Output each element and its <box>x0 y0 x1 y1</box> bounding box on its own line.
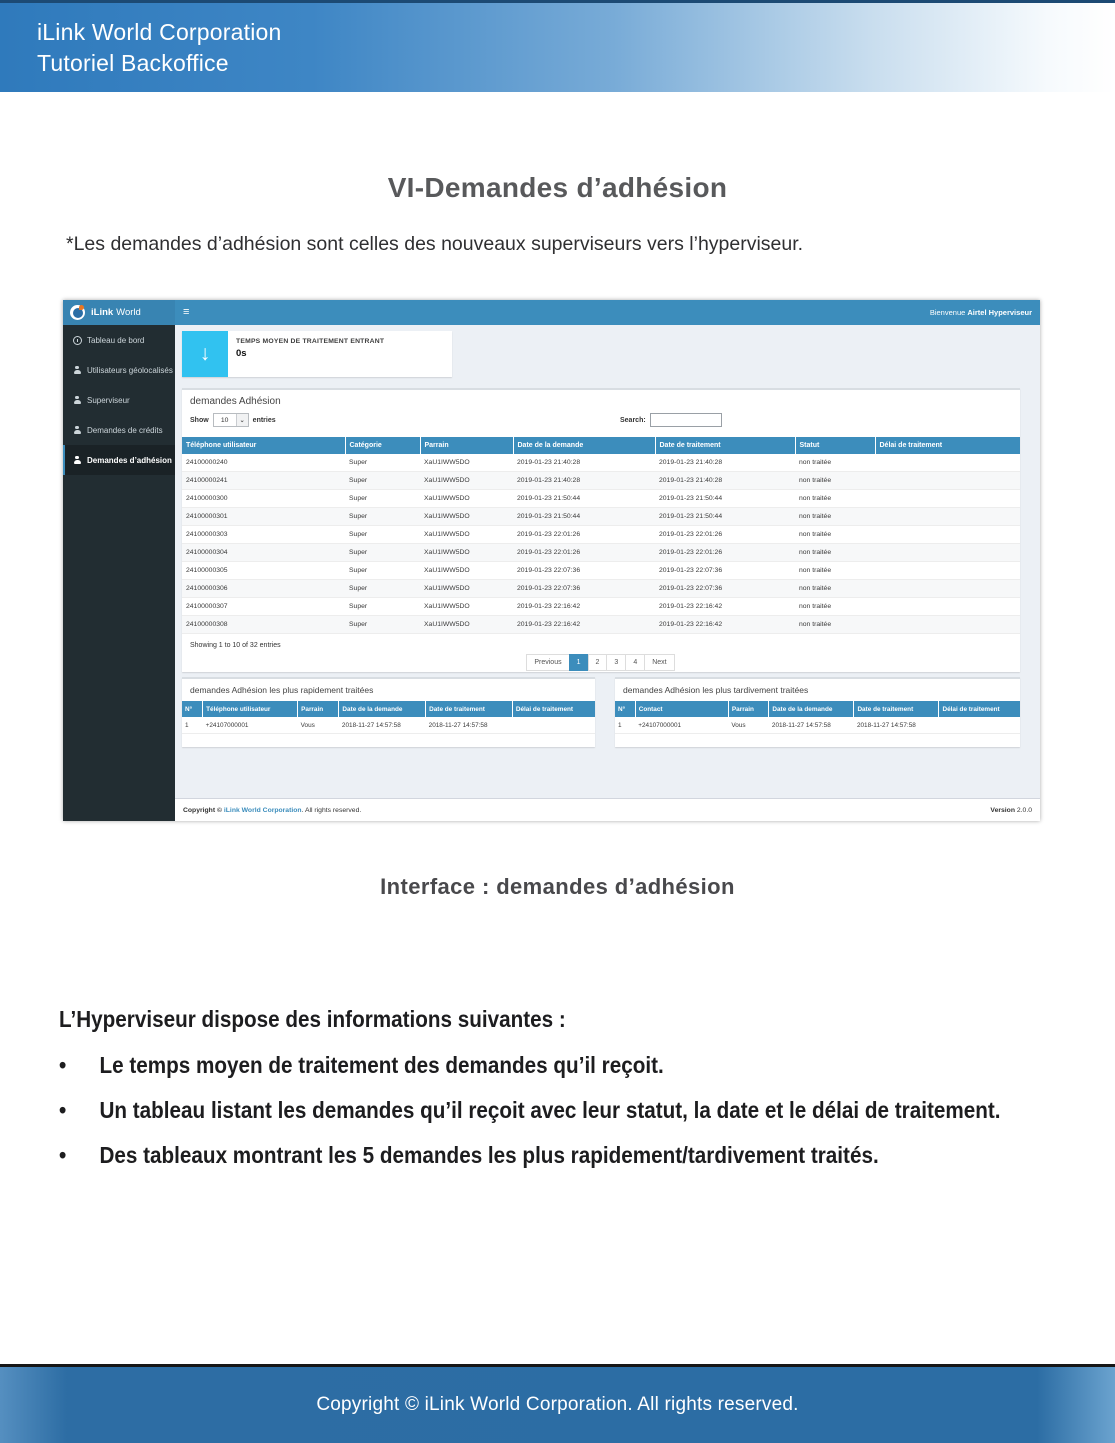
table-cell: XaU1IWW5DO <box>420 454 513 472</box>
panel-title: demandes Adhésion <box>190 396 281 407</box>
table-row <box>615 717 1020 734</box>
slowest-processed-panel <box>615 677 1020 747</box>
info-block <box>59 1004 1115 1185</box>
copyright-suffix: . All rights reserved. <box>301 806 362 814</box>
banner-company: iLink World Corporation <box>37 19 282 45</box>
table-cell: 2019-01-23 22:07:36 <box>513 562 655 580</box>
document-banner <box>0 0 1115 92</box>
show-label: Show <box>190 416 209 424</box>
screenshot-caption: Interface : demandes d’adhésion <box>380 874 735 899</box>
column-header: Date de traitement <box>655 437 795 454</box>
table-cell: Super <box>345 526 420 544</box>
table-cell: 2019-01-23 22:01:26 <box>513 526 655 544</box>
pagination-page-4[interactable]: 4 <box>625 654 645 671</box>
page-title: VI-Demandes d’adhésion <box>387 172 728 203</box>
info-intro: L’Hyperviseur dispose des informations suivantes : <box>59 1006 566 1032</box>
table-row <box>182 717 595 734</box>
fastest-table <box>182 701 595 734</box>
table-cell: 2019-01-23 21:50:44 <box>513 490 655 508</box>
pagination <box>182 654 1020 671</box>
table-cell: 2018-11-27 14:57:58 <box>426 717 513 734</box>
demandes-table <box>182 437 1020 634</box>
table-cell: 2018-11-27 14:57:58 <box>339 717 426 734</box>
table-cell: 2018-11-27 14:57:58 <box>769 717 854 734</box>
table-cell: XaU1IWW5DO <box>420 472 513 490</box>
users-icon <box>72 426 83 435</box>
table-cell <box>875 508 1020 526</box>
search-control <box>620 413 722 427</box>
fastest-processed-panel <box>182 677 595 747</box>
entries-label: entries <box>252 416 276 424</box>
column-header: Téléphone utilisateur <box>203 701 298 717</box>
welcome-message <box>930 300 1032 325</box>
bullet-icon <box>59 1095 99 1125</box>
table-cell: XaU1IWW5DO <box>420 580 513 598</box>
table-cell: XaU1IWW5DO <box>420 490 513 508</box>
table-cell: non traitée <box>795 454 875 472</box>
table-cell: Super <box>345 580 420 598</box>
app-content <box>175 325 1040 821</box>
brand-name-light: World <box>116 307 141 318</box>
page-length-select[interactable] <box>213 413 249 427</box>
table-cell: 2019-01-23 22:01:26 <box>655 544 795 562</box>
table-cell <box>875 616 1020 634</box>
app-brand[interactable] <box>63 300 175 325</box>
table-row <box>182 472 1020 490</box>
column-header: Délai de traitement <box>512 701 595 717</box>
table-cell <box>875 580 1020 598</box>
search-input[interactable] <box>650 413 722 427</box>
table-cell: 2019-01-23 22:16:42 <box>513 598 655 616</box>
table-cell: non traitée <box>795 508 875 526</box>
table-cell: 2019-01-23 21:40:28 <box>655 454 795 472</box>
table-cell: 2019-01-23 21:50:44 <box>655 490 795 508</box>
table-cell: 24100000307 <box>182 598 345 616</box>
users-icon <box>72 366 83 375</box>
bullet-text: Un tableau listant les demandes qu’il reçoit avec leur statut, la date et le délai de traitement. <box>99 1097 1001 1123</box>
column-header: Parrain <box>728 701 769 717</box>
table-row <box>182 508 1020 526</box>
pagination-page-3[interactable]: 3 <box>606 654 626 671</box>
table-row <box>182 454 1020 472</box>
table-cell <box>875 544 1020 562</box>
table-cell: 2019-01-23 22:07:36 <box>655 562 795 580</box>
app-sidebar <box>63 325 175 821</box>
hamburger-menu-icon[interactable]: ≡ <box>183 306 190 318</box>
column-header: Catégorie <box>345 437 420 454</box>
table-cell: 2019-01-23 22:16:42 <box>513 616 655 634</box>
sidebar-item-demandes-adhesion[interactable] <box>63 445 175 475</box>
table-cell: +24107000001 <box>635 717 728 734</box>
table-cell: 2019-01-23 21:40:28 <box>655 472 795 490</box>
bullet-icon <box>59 1050 99 1080</box>
stat-card-temps-moyen <box>182 331 452 377</box>
table-cell: Super <box>345 562 420 580</box>
sidebar-item-demandes-de-credits[interactable] <box>63 415 175 445</box>
table-cell: Super <box>345 616 420 634</box>
table-cell: 24100000303 <box>182 526 345 544</box>
column-header: Contact <box>635 701 728 717</box>
welcome-prefix: Bienvenue <box>929 308 968 317</box>
document-footer <box>0 1364 1115 1443</box>
table-cell: 2019-01-23 22:01:26 <box>655 526 795 544</box>
pagination-page-1[interactable]: 1 <box>569 654 589 671</box>
stat-card-title: TEMPS MOYEN DE TRAITEMENT ENTRANT <box>236 338 385 345</box>
table-cell: non traitée <box>795 598 875 616</box>
table-row <box>182 526 1020 544</box>
table-cell <box>875 562 1020 580</box>
table-cell: Vous <box>728 717 769 734</box>
search-label: Search: <box>620 416 646 424</box>
banner-subtitle: Tutoriel Backoffice <box>37 50 229 76</box>
bullet-text: Des tableaux montrant les 5 demandes les plus rapidement/tardivement traités. <box>99 1142 879 1168</box>
table-cell: 1 <box>615 717 635 734</box>
table-cell: non traitée <box>795 580 875 598</box>
table-cell <box>939 717 1020 734</box>
table-cell: 24100000305 <box>182 562 345 580</box>
users-icon <box>72 456 83 465</box>
table-cell <box>875 490 1020 508</box>
pagination-page-2[interactable]: 2 <box>588 654 608 671</box>
version-value: 2.0.0 <box>1014 806 1032 814</box>
table-header-row <box>182 701 595 717</box>
column-header: N° <box>182 701 203 717</box>
table-cell: 2019-01-23 21:40:28 <box>513 472 655 490</box>
panel-title: demandes Adhésion les plus tardivement traitées <box>623 685 809 695</box>
table-cell: Vous <box>298 717 339 734</box>
table-row <box>182 490 1020 508</box>
demandes-adhesion-panel <box>182 388 1020 672</box>
table-cell: 2019-01-23 22:01:26 <box>513 544 655 562</box>
sidebar-item-utilisateurs-geolocalises[interactable] <box>63 355 175 385</box>
table-row <box>182 598 1020 616</box>
column-header: Délai de traitement <box>875 437 1020 454</box>
table-cell: 2019-01-23 21:40:28 <box>513 454 655 472</box>
table-cell: non traitée <box>795 562 875 580</box>
sidebar-item-label: Utilisateurs géolocalisés <box>87 365 173 375</box>
table-cell: +24107000001 <box>203 717 298 734</box>
info-bullet-1 <box>59 1050 1115 1080</box>
info-bullet-3 <box>59 1140 1115 1170</box>
version-label: Version <box>990 806 1015 814</box>
sidebar-item-label: Demandes de crédits <box>87 425 163 435</box>
table-cell: non traitée <box>795 472 875 490</box>
table-cell <box>875 454 1020 472</box>
column-header: Parrain <box>298 701 339 717</box>
table-cell <box>875 598 1020 616</box>
bullet-text: Le temps moyen de traitement des demandes qu’il reçoit. <box>99 1052 664 1078</box>
table-row <box>182 544 1020 562</box>
sidebar-item-label: Demandes d’adhésion <box>87 455 172 465</box>
table-cell: XaU1IWW5DO <box>420 598 513 616</box>
table-cell: Super <box>345 598 420 616</box>
table-cell: 24100000306 <box>182 580 345 598</box>
page-length-value: 10 <box>220 416 229 424</box>
app-footer <box>175 798 1040 821</box>
footer-copyright: Copyright © iLink World Corporation. All rights reserved. <box>316 1394 799 1415</box>
table-header-row <box>615 701 1020 717</box>
table-cell: Super <box>345 508 420 526</box>
table-cell: 2018-11-27 14:57:58 <box>854 717 939 734</box>
sidebar-item-tableau-de-bord[interactable] <box>63 325 175 355</box>
pagination-next-button[interactable]: Next <box>644 654 674 671</box>
stat-card-value: 0s <box>236 348 247 359</box>
company-link[interactable]: iLink World Corporation <box>223 806 302 814</box>
table-cell: 2019-01-23 22:16:42 <box>655 598 795 616</box>
table-cell: 24100000301 <box>182 508 345 526</box>
sidebar-item-label: Tableau de bord <box>87 335 145 345</box>
bullet-icon <box>59 1140 99 1170</box>
table-cell: 2019-01-23 21:50:44 <box>655 508 795 526</box>
table-cell: non traitée <box>795 526 875 544</box>
table-cell: Super <box>345 544 420 562</box>
column-header: Parrain <box>420 437 513 454</box>
welcome-username: Airtel Hyperviseur <box>967 308 1032 317</box>
column-header: Statut <box>795 437 875 454</box>
down-arrow-icon: ↓ <box>182 331 228 377</box>
table-cell: 2019-01-23 22:16:42 <box>655 616 795 634</box>
table-cell: Super <box>345 472 420 490</box>
table-summary: Showing 1 to 10 of 32 entries <box>190 642 281 649</box>
slowest-table <box>615 701 1020 734</box>
page-length-control <box>190 413 276 427</box>
table-cell: Super <box>345 490 420 508</box>
sidebar-item-label: Superviseur <box>87 395 130 405</box>
table-cell: 2019-01-23 21:50:44 <box>513 508 655 526</box>
table-row <box>182 616 1020 634</box>
chevron-down-icon: ⌄ <box>236 414 248 426</box>
column-header: Date de la demande <box>339 701 426 717</box>
table-cell: XaU1IWW5DO <box>420 562 513 580</box>
table-cell: XaU1IWW5DO <box>420 526 513 544</box>
column-header: Date de la demande <box>513 437 655 454</box>
table-cell: XaU1IWW5DO <box>420 544 513 562</box>
table-cell: XaU1IWW5DO <box>420 508 513 526</box>
column-header: Délai de traitement <box>939 701 1020 717</box>
table-cell: 24100000304 <box>182 544 345 562</box>
table-cell: XaU1IWW5DO <box>420 616 513 634</box>
column-header: N° <box>615 701 635 717</box>
column-header: Téléphone utilisateur <box>182 437 345 454</box>
table-cell: 1 <box>182 717 203 734</box>
page-note: *Les demandes d’adhésion sont celles des nouveaux superviseurs vers l’hyperviseur. <box>66 233 804 255</box>
table-cell: 24100000240 <box>182 454 345 472</box>
panel-title: demandes Adhésion les plus rapidement traitées <box>190 685 374 695</box>
column-header: Date de traitement <box>426 701 513 717</box>
table-cell: 24100000308 <box>182 616 345 634</box>
sidebar-item-superviseur[interactable] <box>63 385 175 415</box>
table-cell: non traitée <box>795 490 875 508</box>
pagination-previous-button[interactable]: Previous <box>526 654 569 671</box>
table-cell <box>875 526 1020 544</box>
table-cell: non traitée <box>795 616 875 634</box>
info-bullet-2 <box>59 1095 1115 1125</box>
table-cell: Super <box>345 454 420 472</box>
table-row <box>182 580 1020 598</box>
column-header: Date de la demande <box>769 701 854 717</box>
brand-name-bold: iLink <box>91 307 114 318</box>
table-cell <box>875 472 1020 490</box>
table-cell: non traitée <box>795 544 875 562</box>
app-topbar <box>63 300 1040 325</box>
table-cell: 2019-01-23 22:07:36 <box>655 580 795 598</box>
table-cell: 24100000300 <box>182 490 345 508</box>
dashboard-icon <box>72 336 83 345</box>
users-icon <box>72 396 83 405</box>
table-cell: 24100000241 <box>182 472 345 490</box>
table-row <box>182 562 1020 580</box>
table-cell: 2019-01-23 22:07:36 <box>513 580 655 598</box>
backoffice-screenshot <box>63 300 1040 821</box>
table-header-row <box>182 437 1020 454</box>
column-header: Date de traitement <box>854 701 939 717</box>
ilink-logo-icon <box>70 305 85 320</box>
table-cell <box>512 717 595 734</box>
copyright-prefix: Copyright © <box>183 806 224 814</box>
